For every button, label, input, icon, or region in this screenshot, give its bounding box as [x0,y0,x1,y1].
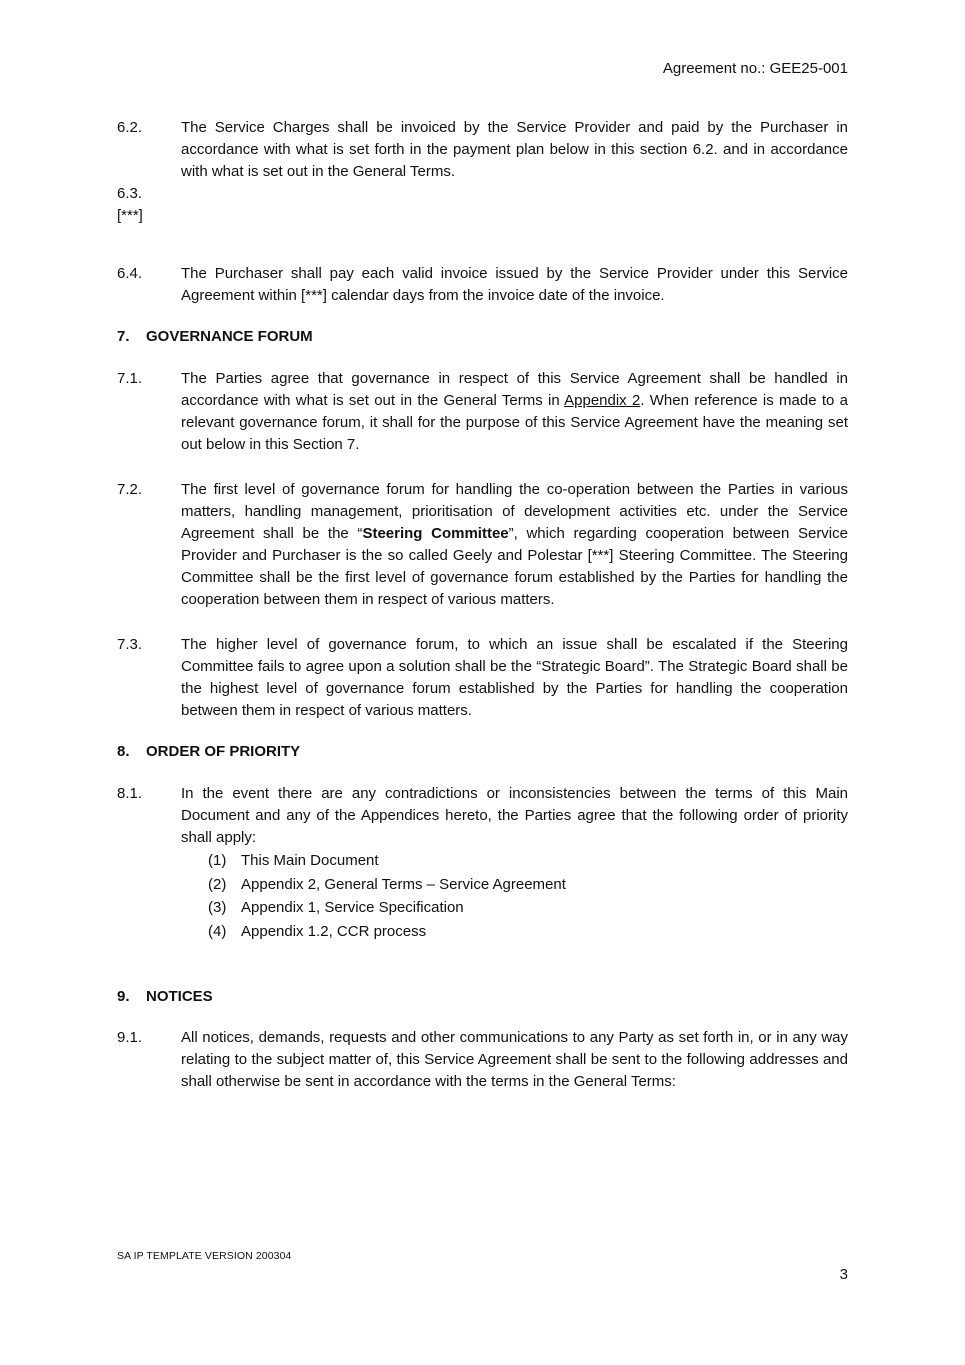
list-item-label: This Main Document [241,852,379,869]
clause-7-2 [117,479,848,611]
clause-number: 8.1. [117,785,143,802]
clause-text: The Purchaser shall pay each valid invoice issued by the Service Provider under this Service Agreement within [***] calendar days from the invoice date of the invoice. [181,265,848,304]
clause-number: 7.3. [117,636,143,653]
clause-9-1 [117,1027,848,1093]
clause-number: 7.2. [117,481,143,498]
clause-text-part: The Parties agree that governance in respect of this Service Agreement shall be handled in accordance with what is set out in the General Terms in [181,370,848,409]
list-item [181,873,848,897]
agreement-number: Agreement no.: GEE25-001 [662,60,848,77]
list-item-number: (4) [208,922,227,940]
clause-text-part: . When reference is made to a relevant governance forum, it shall for the purpose of this Service Agreement have the meaning set out below in this Section 7. [181,392,848,453]
section-number: 7. [117,328,130,345]
list-item [181,896,848,920]
list-item-label: Appendix 2, General Terms – Service Agreement [241,875,566,893]
priority-list [181,849,848,943]
list-item-number: (3) [208,899,227,916]
section-title: NOTICES [146,988,213,1005]
list-item [181,920,848,944]
section-heading-governance [117,327,313,347]
clause-text: The Service Charges shall be invoiced by the Service Provider and paid by the Purchaser in accordance with what is set forth in the payment plan below in this section 6.2. and in accordance with what is set out in the General Terms. [181,119,848,180]
clause-7-3 [117,634,848,722]
clause-6-2 [117,117,848,183]
clause-text-part: The first level of governance forum for handling the co-operation between the Parties in various matters, handling management, prioritisation of development activities etc. under the Service Agreement shall be the “ [181,481,848,542]
list-item-number: (1) [208,852,227,869]
section-heading-notices [117,987,213,1007]
list-item-label: Appendix 1.2, CCR process [241,922,427,940]
section-heading-priority [117,742,300,762]
section-title: GOVERNANCE FORUM [146,328,313,345]
clause-text: The higher level of governance forum, to which an issue shall be escalated if the Steering Committee fails to agree upon a solution shall be the “Strategic Board”. The Strategic Board shall be the highest level of governance forum established by the Parties for handling the cooperation between them in respect of various matters. [181,636,848,719]
clause-number: 7.1. [117,370,143,387]
list-item-number: (2) [208,875,227,893]
clause-6-3-redacted: [***] [117,207,143,224]
section-number: 9. [117,988,130,1005]
clause-number: 6.2. [117,119,143,136]
clause-text: All notices, demands, requests and other communications to any Party as set forth in, or in any way relating to the subject matter of, this Service Agreement shall be sent to the following addresses and shall otherwise be sent in accordance with the terms in the General Terms: [181,1029,848,1090]
section-number: 8. [117,743,130,760]
page-number: 3 [839,1266,848,1283]
clause-7-1 [117,368,848,456]
list-item [181,849,848,873]
section-title: ORDER OF PRIORITY [146,743,301,760]
clause-number: 6.4. [117,265,143,282]
clause-text [181,368,848,456]
appendix-2-link[interactable]: Appendix 2 [564,392,641,409]
priority-list-wrapper [181,849,848,943]
clause-number: 9.1. [117,1029,143,1046]
template-version: SA IP TEMPLATE VERSION 200304 [117,1250,292,1262]
clause-6-4 [117,263,848,307]
clause-6-3-number: 6.3. [117,185,143,202]
steering-committee-term: Steering Committee [362,525,509,542]
clause-text-part: ”, which regarding cooperation between Service Provider and Purchaser is the so called Geely and Polestar [***] Steering Committee. The Steering Committee shall be the first level of governance forum established by the Parties for handling the cooperation between them in respect of various matters. [181,525,848,608]
clause-text [181,479,848,611]
list-item-label: Appendix 1, Service Specification [241,899,464,916]
clause-text: In the event there are any contradictions or inconsistencies between the terms of this Main Document and any of the Appendices hereto, the Parties agree that the following order of priority shall apply: [181,785,848,846]
clause-8-1 [117,783,848,943]
